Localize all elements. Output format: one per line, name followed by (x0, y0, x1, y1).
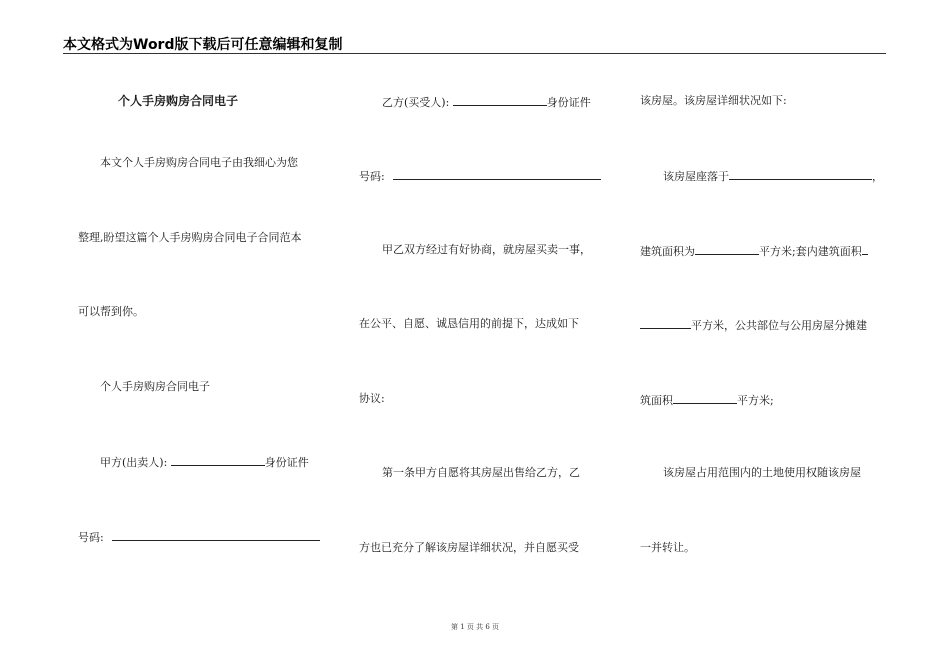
seller-label: 甲方(出卖人): (100, 456, 168, 469)
page-number: 第 1 页 共 6 页 (450, 623, 500, 631)
buyer-line (382, 94, 591, 110)
para1-line-2: 在公平、自愿、诚恳信用的前提下，达成如下 (359, 317, 579, 330)
seller-id-blank[interactable] (112, 529, 320, 541)
area-prefix: 建筑面积为 (640, 245, 695, 258)
intro-line-2: 整理,盼望这篇个人手房购房合同电子合同范本 (78, 231, 302, 244)
seller-id-suffix: 身份证件 (264, 456, 309, 469)
inner-area-line (640, 317, 867, 333)
building-area-blank[interactable] (695, 243, 759, 255)
land-line-2: 一并转让。 (640, 541, 695, 554)
para1-line-1: 甲乙双方经过有好协商，就房屋买卖一事， (382, 243, 591, 256)
area-mid: 平方米;套内建筑面积 (759, 245, 862, 258)
intro-line-3: 可以帮到你。 (78, 305, 144, 318)
buyer-id-label: 号码: (359, 170, 385, 183)
intro-line-1: 本文个人手房购房合同电子由我细心为您 (100, 156, 298, 169)
seller-name-blank[interactable] (171, 454, 265, 466)
document-header-title: 本文格式为Word版下载后可任意编辑和复制 (63, 37, 343, 53)
shared-area-line (640, 392, 774, 408)
shared-suffix: 平方米; (737, 394, 774, 407)
area-unit: 平方米，公共部位与公用房屋分摊建 (691, 319, 867, 332)
seller-id-label: 号码: (78, 531, 104, 544)
seller-id-line (78, 529, 320, 545)
buyer-id-line (359, 168, 601, 184)
inner-area-value-blank[interactable] (640, 317, 691, 329)
location-line (663, 168, 883, 184)
seller-line (100, 454, 309, 470)
article1-line-1: 第一条甲方自愿将其房屋出售给乙方，乙 (382, 466, 580, 479)
location-blank[interactable] (729, 168, 872, 180)
buyer-id-suffix: 身份证件 (546, 96, 591, 109)
contract-subtitle: 个人手房购房合同电子 (100, 380, 210, 393)
property-intro-line: 该房屋。该房屋详细状况如下: (640, 94, 787, 107)
buyer-id-blank[interactable] (393, 168, 601, 180)
shared-prefix: 筑面积 (640, 394, 673, 407)
contract-title: 个人手房购房合同电子 (118, 94, 239, 108)
location-suffix: ， (872, 170, 883, 183)
article1-line-2: 方也已充分了解该房屋详细状况，并自愿买受 (359, 541, 579, 554)
buyer-name-blank[interactable] (453, 94, 547, 106)
land-line-1: 该房屋占用范围内的土地使用权随该房屋 (663, 466, 861, 479)
buyer-label: 乙方(买受人): (382, 96, 450, 109)
header-divider (63, 53, 886, 54)
inner-area-blank[interactable] (862, 243, 868, 255)
area-line (640, 243, 868, 259)
shared-area-blank[interactable] (673, 392, 737, 404)
para1-line-3: 协议: (359, 392, 385, 405)
location-prefix: 该房屋座落于 (663, 170, 729, 183)
